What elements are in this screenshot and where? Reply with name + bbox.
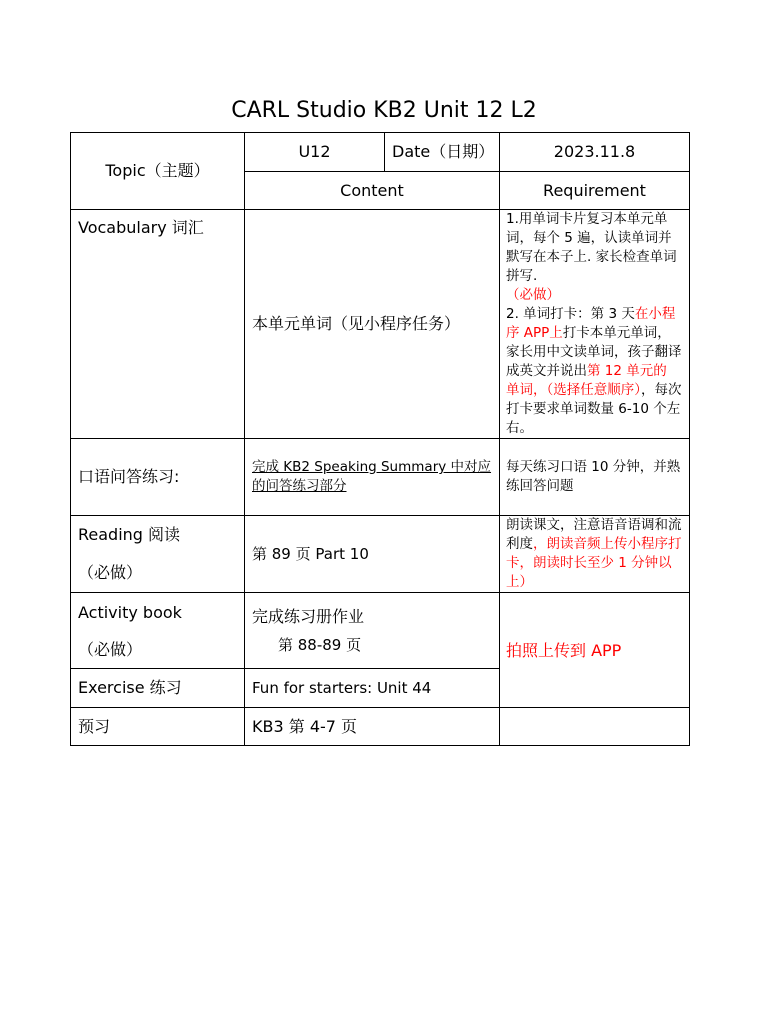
reading-req-end: ）: [519, 574, 533, 590]
speaking-requirement: 每天练习口语 10 分钟，并熟练回答问题: [500, 439, 690, 516]
activity-label: [71, 593, 245, 669]
vocabulary-content: 本单元单词（见小程序任务）: [245, 210, 500, 439]
reading-label-line2: （必做）: [78, 563, 143, 582]
reading-req-black: 朗读课文，注意语音语调和流利度: [506, 517, 682, 552]
preview-label: 预习: [71, 708, 245, 746]
activity-label-line2: （必做）: [78, 639, 143, 659]
vocabulary-label: Vocabulary 词汇: [71, 210, 245, 439]
speaking-label: 口语问答练习:: [71, 439, 245, 516]
exercise-content: Fun for starters: Unit 44: [245, 669, 500, 708]
reading-requirement: [500, 516, 690, 593]
vocab-req-part2e: ，每次打卡要求单词数量 6-10 个左右。: [506, 382, 682, 436]
vocab-req-part2c: 打卡本单元单词，家长用中文读单词，孩子翻译成英文并说出: [506, 325, 682, 379]
page-title: CARL Studio KB2 Unit 12 L2: [231, 98, 537, 123]
activity-content-line1: 完成练习册作业: [252, 606, 365, 626]
reading-row: [71, 516, 690, 593]
vocab-req-note: （必做）: [506, 287, 560, 303]
vocabulary-row: [71, 210, 690, 439]
homework-table: [70, 132, 690, 746]
date-value: 2023.11.8: [500, 133, 690, 172]
vocabulary-requirement: [500, 210, 690, 439]
activity-row: [71, 593, 690, 669]
preview-requirement: [500, 708, 690, 746]
topic-label: Topic（主题）: [71, 133, 245, 210]
requirement-header: Requirement: [500, 172, 690, 210]
reading-label-line1: Reading 阅读: [78, 525, 181, 544]
exercise-requirement: 拍照上传到 APP: [500, 593, 690, 708]
content-header: Content: [245, 172, 500, 210]
activity-content: [245, 593, 500, 669]
speaking-content: 完成 KB2 Speaking Summary 中对应的问答练习部分: [245, 439, 500, 516]
activity-content-line2: 第 88-89 页: [278, 635, 362, 654]
topic-value: U12: [245, 133, 385, 172]
reading-label: [71, 516, 245, 593]
reading-content: 第 89 页 Part 10: [245, 516, 500, 593]
preview-row: [71, 708, 690, 746]
reading-req-red: ，朗读音频上传小程序打卡，朗读时长至少 1 分钟以上: [506, 536, 682, 590]
vocab-req-part2d: 第 12 单元的 单词，（选择任意顺序）: [506, 363, 667, 398]
vocab-req-part2a: 2. 单词打卡：第 3 天: [506, 306, 635, 322]
vocab-req-part2b: 在小程序 APP上: [506, 306, 676, 341]
date-label: Date（日期）: [385, 133, 500, 172]
speaking-row: [71, 439, 690, 516]
exercise-label: Exercise 练习: [71, 669, 245, 708]
preview-content: KB3 第 4-7 页: [245, 708, 500, 746]
vocab-req-part1: 1.用单词卡片复习本单元单词，每个 5 遍，认读单词并默写在本子上. 家长检查单词拼写.: [506, 211, 677, 284]
activity-label-line1: Activity book: [78, 602, 182, 622]
